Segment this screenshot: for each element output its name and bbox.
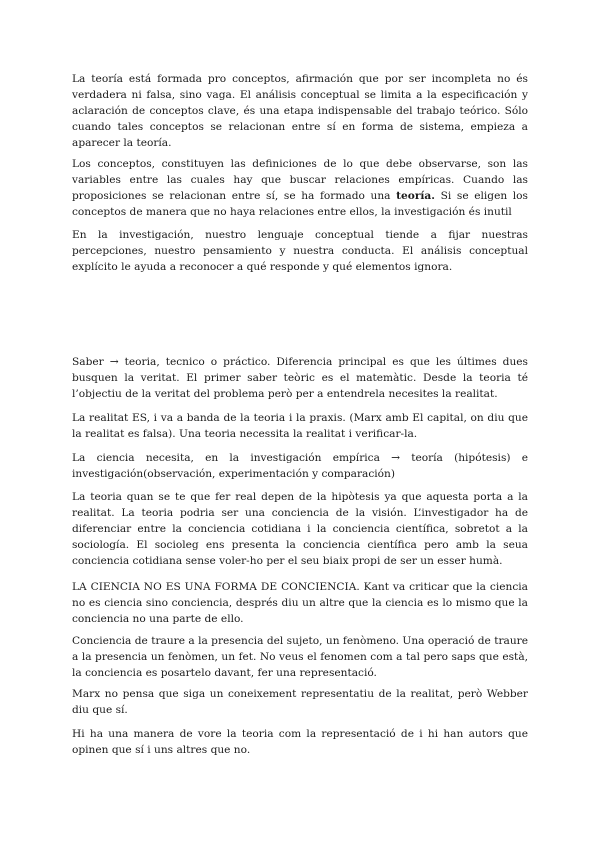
paragraph-text: Si se eligen los conceptos de manera que no haya relaciones entre ellos, la investigación és inutil: [72, 189, 528, 218]
paragraph-marx-webber: Marx no pensa que siga un coneixement representatiu de la realitat, però Webber diu que sí.: [72, 688, 528, 716]
paragraph-teoria-conceptos: La teoría está formada pro conceptos, afirmación que por ser incompleta no és verdadera ni falsa, sino vaga. El análisis conceptual se limita a la especificación y aclaración de conceptos clave, és una etapa indispensable del trabajo teórico. Sólo cuando tales conceptos se relacionan entre sí en forma de sistema, empieza a aparecer la teoría.: [72, 73, 528, 149]
paragraph-lenguaje-conceptual: En la investigación, nuestro lenguaje conceptual tiende a fijar nuestras percepciones, nuestro pensamiento y nuestra conducta. El análisis conceptual explícito le ayuda a reconocer a qué responde y qué elementos ignora.: [72, 229, 528, 273]
paragraph-ciencia-conciencia: LA CIENCIA NO ES UNA FORMA DE CONCIENCIA. Kant va criticar que la ciencia no es ciencia sino conciencia, després diu un altre que la ciencia es lo mismo que la conciencia no una parte de ello.: [72, 581, 528, 625]
paragraph-representacio: Hi ha una manera de vore la teoria com la representació de i hi han autors que opinen que sí i uns altres que no.: [72, 728, 528, 756]
paragraph-text: Los conceptos, constituyen las definiciones de lo que debe observarse, son las variables entre las cuales hay que buscar relaciones empíricas. Cuando las proposiciones se relacionan entre sí, se ha formado una: [72, 158, 528, 202]
paragraph-saber: Saber → teoria, tecnico o práctico. Diferencia principal es que les últimes dues busquen la veritat. El primer saber teòric es el matemàtic. Desde la teoria té l’objectiu de la veritat del problema però per a entendrela necesites la realitat.: [72, 356, 528, 400]
paragraph-realitat: La realitat ES, i va a banda de la teoria i la praxis. (Marx amb El capital, on diu que la realitat es falsa). Una teoria necessita la realitat i verificar-la.: [72, 412, 528, 440]
paragraph-conciencia-traure: Conciencia de traure a la presencia del sujeto, un fenòmeno. Una operació de traure a la presencia un fenòmen, un fet. No veus el fenomen com a tal pero saps que està, la conciencia es posartelo davant, fer una representació.: [72, 635, 528, 679]
paragraph-ciencia-investigacion: La ciencia necesita, en la investigación empírica → teoría (hipótesis) e investigación(observación, experimentación y comparación): [72, 452, 528, 480]
paragraph-conceptos-variables: [72, 157, 528, 221]
bold-term-teoria: teoría.: [396, 189, 435, 202]
paragraph-teoria-hipotesis: La teoria quan se te que fer real depen de la hipòtesis ya que aquesta porta a la realitat. La teoria podria ser una conciencia de la visión. L’investigador ha de diferenciar entre la conciencia cotidiana i la conciencia científica, sobretot a la sociología. El socioleg ens presenta la conciencia científica pero amb la seua conciencia cotidiana sense voler-ho per el seu biaix propi de ser un esser humà.: [72, 491, 528, 567]
